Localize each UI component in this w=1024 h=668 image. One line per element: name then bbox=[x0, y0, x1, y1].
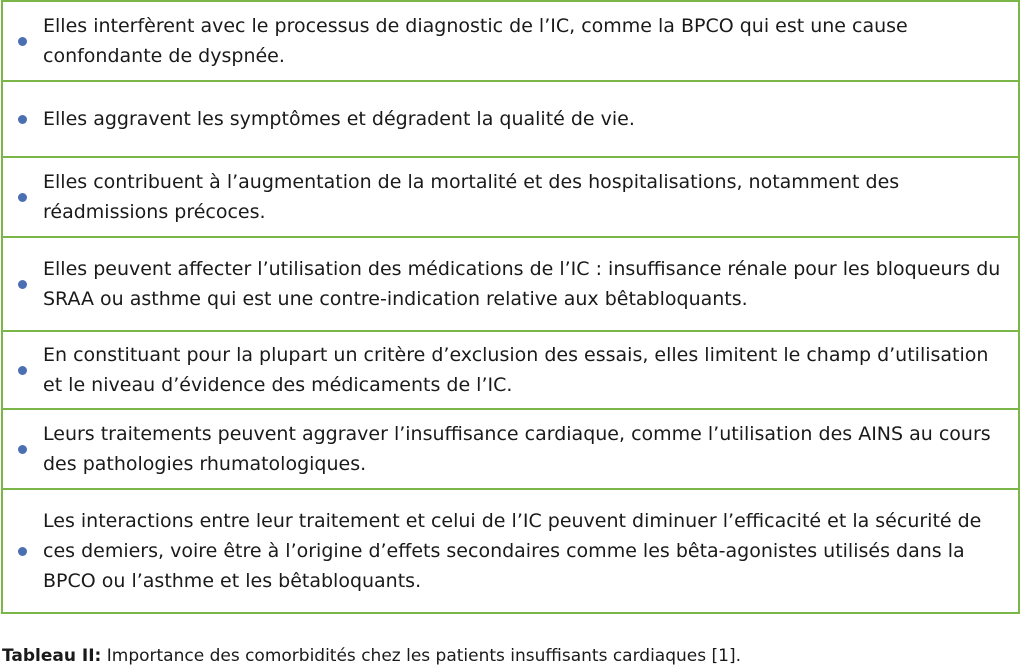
bullet-icon bbox=[18, 193, 27, 202]
bullet-icon bbox=[18, 547, 27, 556]
bullet-icon bbox=[18, 366, 27, 375]
row-text: Les interactions entre leur traitement et celui de l’IC peuvent diminuer l’efficacité et la sécurité de ces demiers, voire être à l’origine d’effets secondaires comme les bêta-agonistes utilisés dans la BPCO ou l’asthme et les bêtabloquants. bbox=[43, 510, 982, 592]
bullet-icon bbox=[18, 115, 27, 124]
table-row bbox=[3, 82, 1018, 158]
table-row bbox=[3, 158, 1018, 238]
table-row bbox=[3, 410, 1018, 490]
bullet-icon bbox=[18, 445, 27, 454]
comorbidities-table bbox=[1, 0, 1020, 614]
row-text: Elles interfèrent avec le processus de diagnostic de l’IC, comme la BPCO qui est une cause confondante de dyspnée. bbox=[43, 15, 908, 67]
bullet-icon bbox=[18, 37, 27, 46]
row-text: Elles peuvent affecter l’utilisation des médications de l’IC : insuffisance rénale pour les bloqueurs du SRAA ou asthme qui est une contre-indication relative aux bêtabloquants. bbox=[43, 258, 1001, 310]
row-text: Leurs traitements peuvent aggraver l’insuffisance cardiaque, comme l’utilisation des AINS au cours des pathologies rhumatologiques. bbox=[43, 423, 991, 475]
row-text: En constituant pour la plupart un critère d’exclusion des essais, elles limitent le champ d’utilisation et le niveau d’évidence des médicaments de l’IC. bbox=[43, 344, 989, 396]
bullet-icon bbox=[18, 280, 27, 289]
table-row bbox=[3, 332, 1018, 410]
row-text: Elles aggravent les symptômes et dégradent la qualité de vie. bbox=[43, 108, 635, 130]
table-row bbox=[3, 490, 1018, 612]
table-row bbox=[3, 238, 1018, 332]
caption-text: Importance des comorbidités chez les patients insuffisants cardiaques [1]. bbox=[101, 646, 741, 666]
row-text: Elles contribuent à l’augmentation de la mortalité et des hospitalisations, notamment des réadmissions précoces. bbox=[43, 171, 900, 223]
caption-label: Tableau II: bbox=[2, 646, 102, 666]
table-caption bbox=[2, 645, 741, 667]
table-row bbox=[3, 2, 1018, 82]
